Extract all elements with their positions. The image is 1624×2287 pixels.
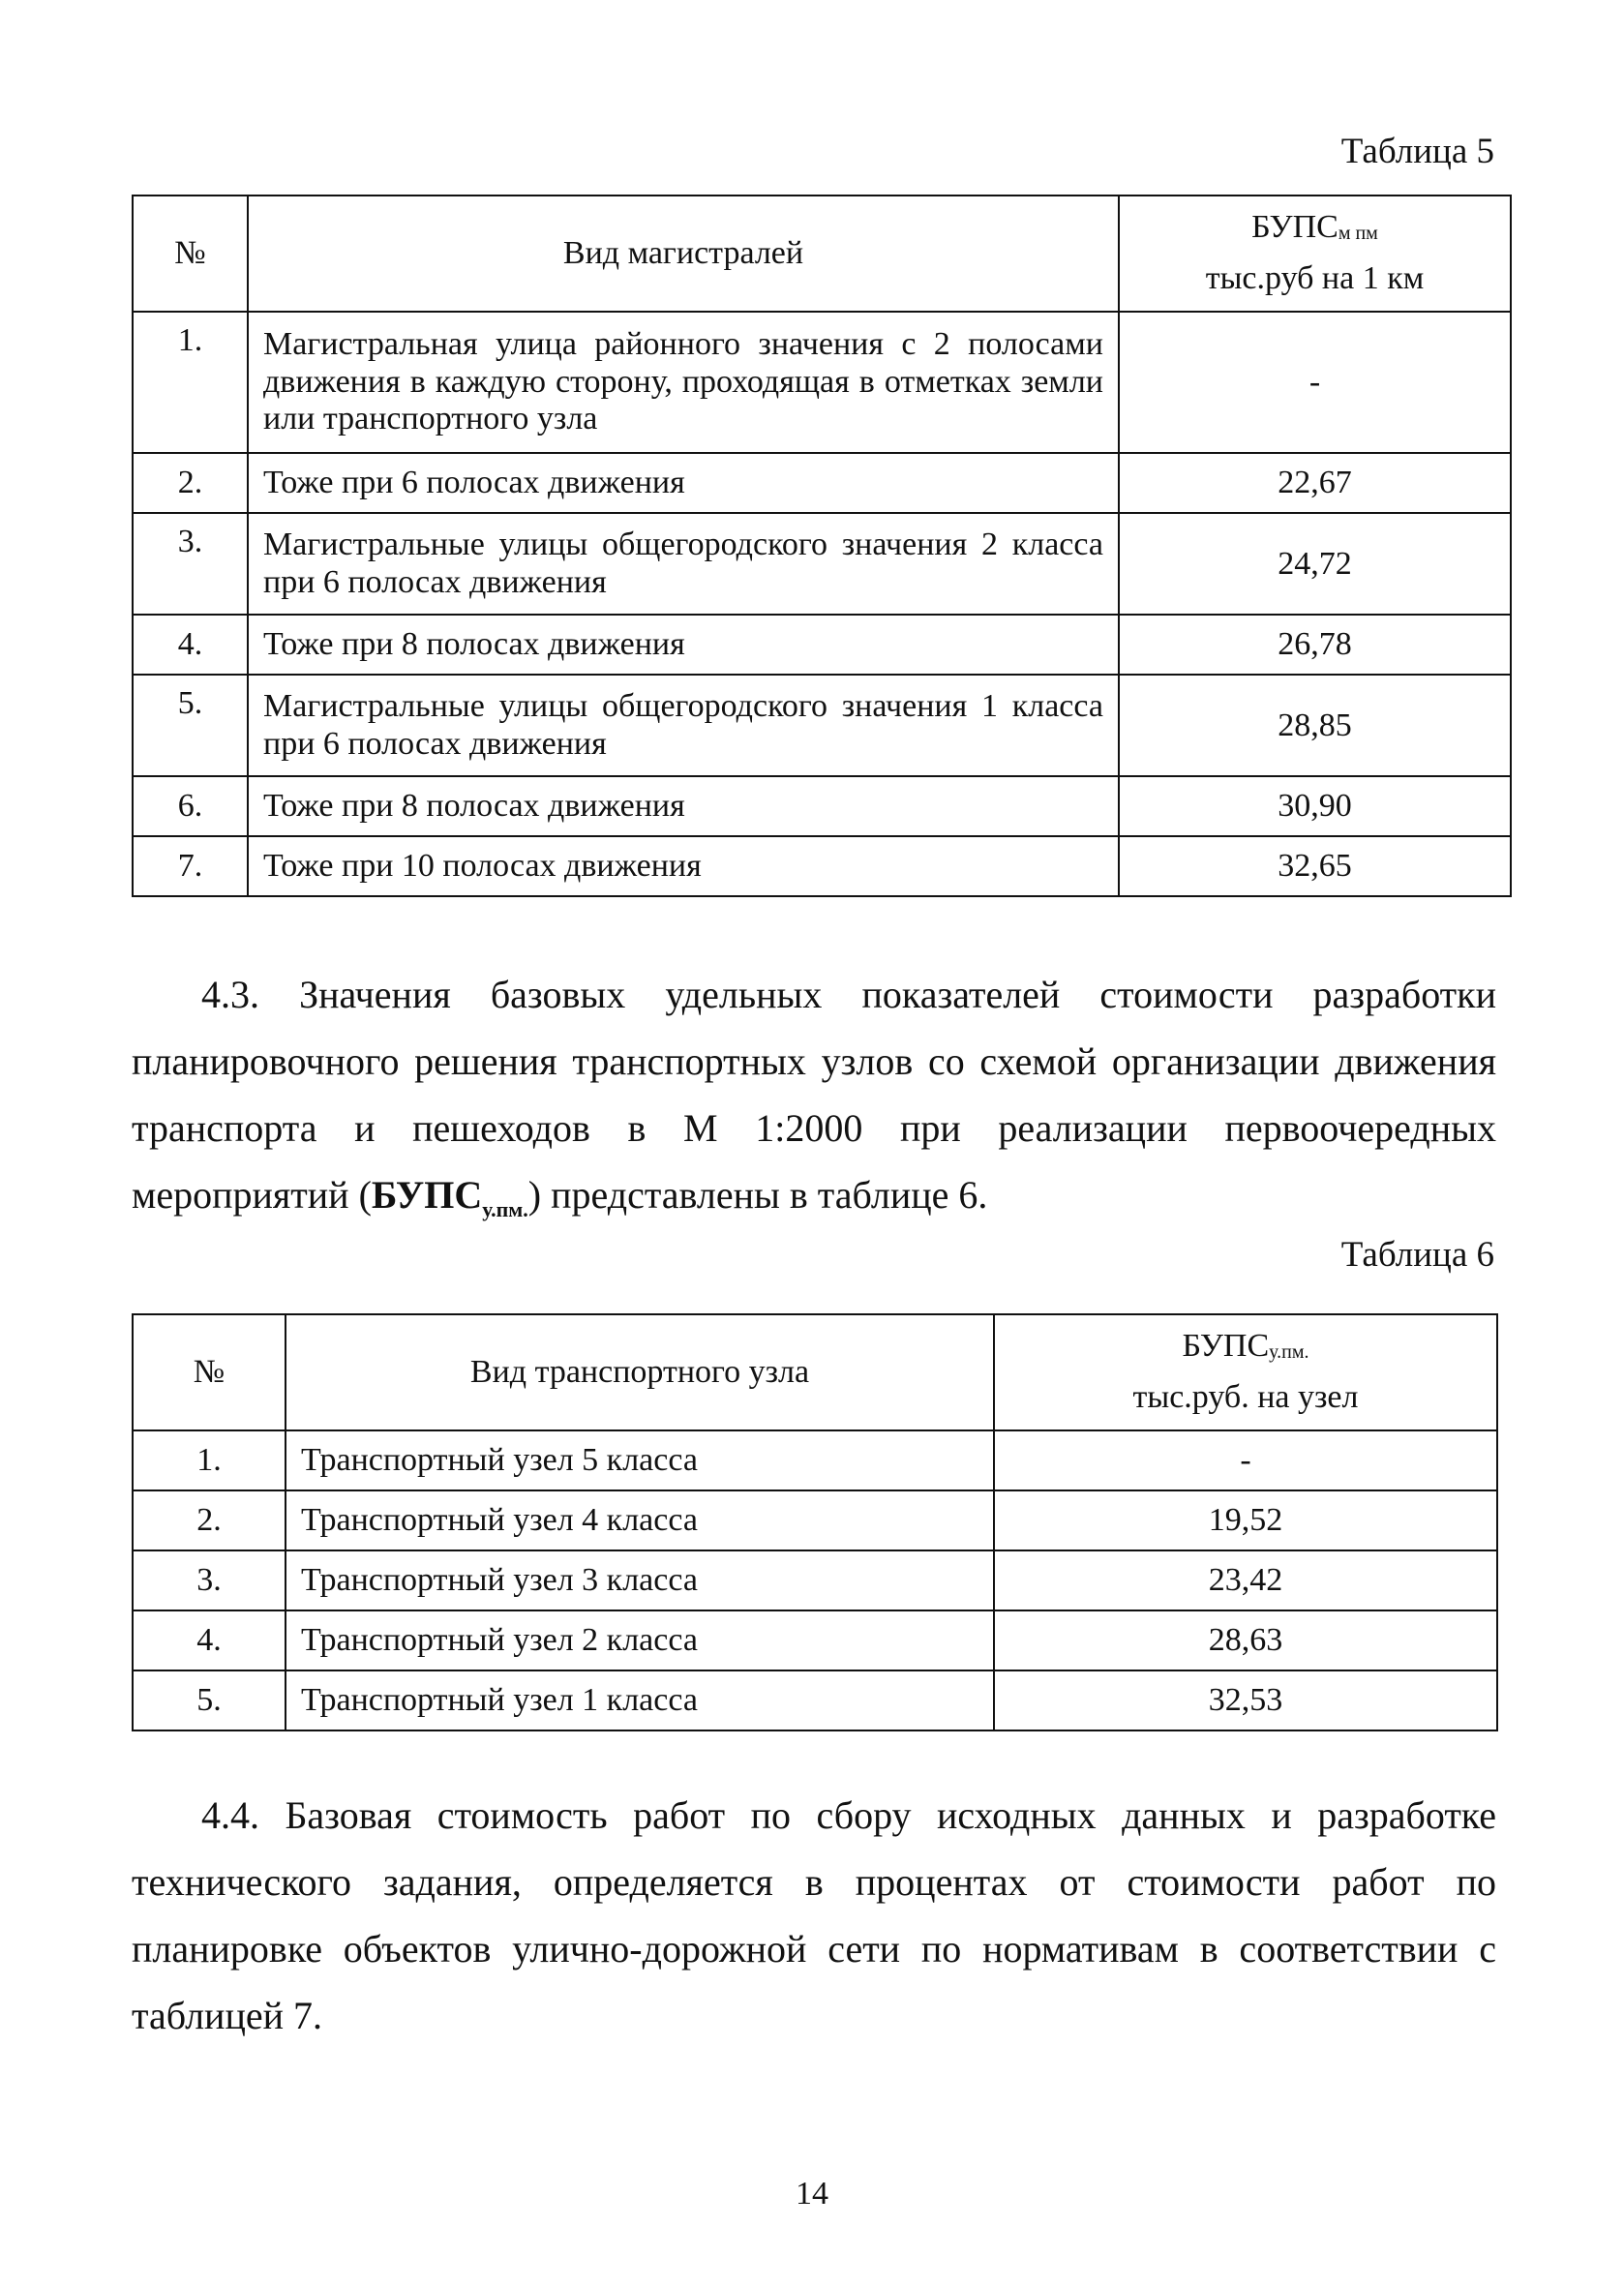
paragraph-4-3-symbol-sub: у.пм. <box>482 1197 528 1221</box>
row-num: 1. <box>133 312 248 453</box>
table-row <box>133 1550 1497 1610</box>
row-value: 19,52 <box>994 1490 1497 1550</box>
table6-header-value-unit: тыс.руб. на узел <box>1132 1379 1359 1415</box>
paragraph-4-4-text: 4.4. Базовая стоимость работ по сбору исходных данных и разработке технического задания, определяется в процентах от стоимости работ по планировке объектов улично-дорожной сети по нормативам в соответствии с таблицей 7. <box>132 1793 1496 2037</box>
table-row <box>133 1430 1497 1490</box>
table-row <box>133 1670 1497 1730</box>
table-row <box>133 776 1511 836</box>
row-num: 2. <box>133 453 248 513</box>
row-value: 32,65 <box>1119 836 1511 896</box>
page-number: 14 <box>796 2176 828 2212</box>
table-row <box>133 312 1511 453</box>
table5-header-value-sub: м пм <box>1338 223 1378 245</box>
table6-header-value-main: БУПС <box>1182 1328 1270 1365</box>
row-desc: Транспортный узел 5 класса <box>286 1430 994 1490</box>
row-desc: Магистральные улицы общегородского значения 2 класса при 6 полосах движения <box>248 513 1119 615</box>
row-num: 1. <box>133 1430 286 1490</box>
table6-header-row <box>133 1314 1497 1430</box>
row-desc: Транспортный узел 4 класса <box>286 1490 994 1550</box>
row-num: 4. <box>133 1610 286 1670</box>
table5-header-value-unit: тыс.руб на 1 км <box>1205 260 1425 296</box>
table-row <box>133 453 1511 513</box>
table6-header-value-sub: у.пм. <box>1269 1341 1309 1364</box>
row-value: 22,67 <box>1119 453 1511 513</box>
row-value: - <box>1119 312 1511 453</box>
paragraph-4-3-text-before: 4.3. Значения базовых удельных показателей стоимости разработки планировочного решения транспортных узлов со схемой организации движения транспорта и пешеходов в М 1:2000 при реализации первоочередных мероприятий ( <box>132 973 1496 1217</box>
row-num: 5. <box>133 1670 286 1730</box>
row-value: 28,85 <box>1119 675 1511 776</box>
row-value: 28,63 <box>994 1610 1497 1670</box>
table5-header-value-main: БУПС <box>1251 209 1338 246</box>
paragraph-4-3 <box>132 961 1496 1243</box>
paragraph-4-4 <box>132 1782 1496 2049</box>
row-desc: Магистральная улица районного значения с 2 полосами движения в каждую сторону, проходящая в отметках земли или транспортного узла <box>248 312 1119 453</box>
table5-caption: Таблица 5 <box>1340 132 1494 171</box>
row-value: - <box>994 1430 1497 1490</box>
row-value: 30,90 <box>1119 776 1511 836</box>
table5-header-value <box>1119 196 1511 312</box>
row-num: 6. <box>133 776 248 836</box>
row-desc: Тоже при 8 полосах движения <box>248 615 1119 675</box>
paragraph-4-3-text-after: ) представлены в таблице 6. <box>527 1173 988 1217</box>
row-value: 26,78 <box>1119 615 1511 675</box>
row-desc: Транспортный узел 2 класса <box>286 1610 994 1670</box>
table6-header-kind: Вид транспортного узла <box>286 1314 994 1430</box>
row-num: 7. <box>133 836 248 896</box>
row-num: 4. <box>133 615 248 675</box>
table-row <box>133 615 1511 675</box>
table-row <box>133 513 1511 615</box>
row-desc: Магистральные улицы общегородского значения 1 класса при 6 полосах движения <box>248 675 1119 776</box>
paragraph-4-3-symbol <box>371 1173 528 1221</box>
row-value: 24,72 <box>1119 513 1511 615</box>
table6-caption: Таблица 6 <box>1340 1235 1494 1275</box>
row-num: 5. <box>133 675 248 776</box>
table6 <box>132 1313 1498 1731</box>
table-row <box>133 1490 1497 1550</box>
table-row <box>133 675 1511 776</box>
row-num: 3. <box>133 1550 286 1610</box>
table-row <box>133 836 1511 896</box>
table6-header-value <box>994 1314 1497 1430</box>
row-num: 2. <box>133 1490 286 1550</box>
row-desc: Тоже при 10 полосах движения <box>248 836 1119 896</box>
row-desc: Транспортный узел 3 класса <box>286 1550 994 1610</box>
table5-header-kind: Вид магистралей <box>248 196 1119 312</box>
table-row <box>133 1610 1497 1670</box>
table6-header-num: № <box>133 1314 286 1430</box>
row-value: 23,42 <box>994 1550 1497 1610</box>
row-desc: Тоже при 8 полосах движения <box>248 776 1119 836</box>
row-desc: Транспортный узел 1 класса <box>286 1670 994 1730</box>
table5-header-row <box>133 196 1511 312</box>
table5 <box>132 195 1512 897</box>
paragraph-4-3-symbol-main: БУПС <box>371 1173 483 1217</box>
row-desc: Тоже при 6 полосах движения <box>248 453 1119 513</box>
row-num: 3. <box>133 513 248 615</box>
row-value: 32,53 <box>994 1670 1497 1730</box>
table5-header-num: № <box>133 196 248 312</box>
